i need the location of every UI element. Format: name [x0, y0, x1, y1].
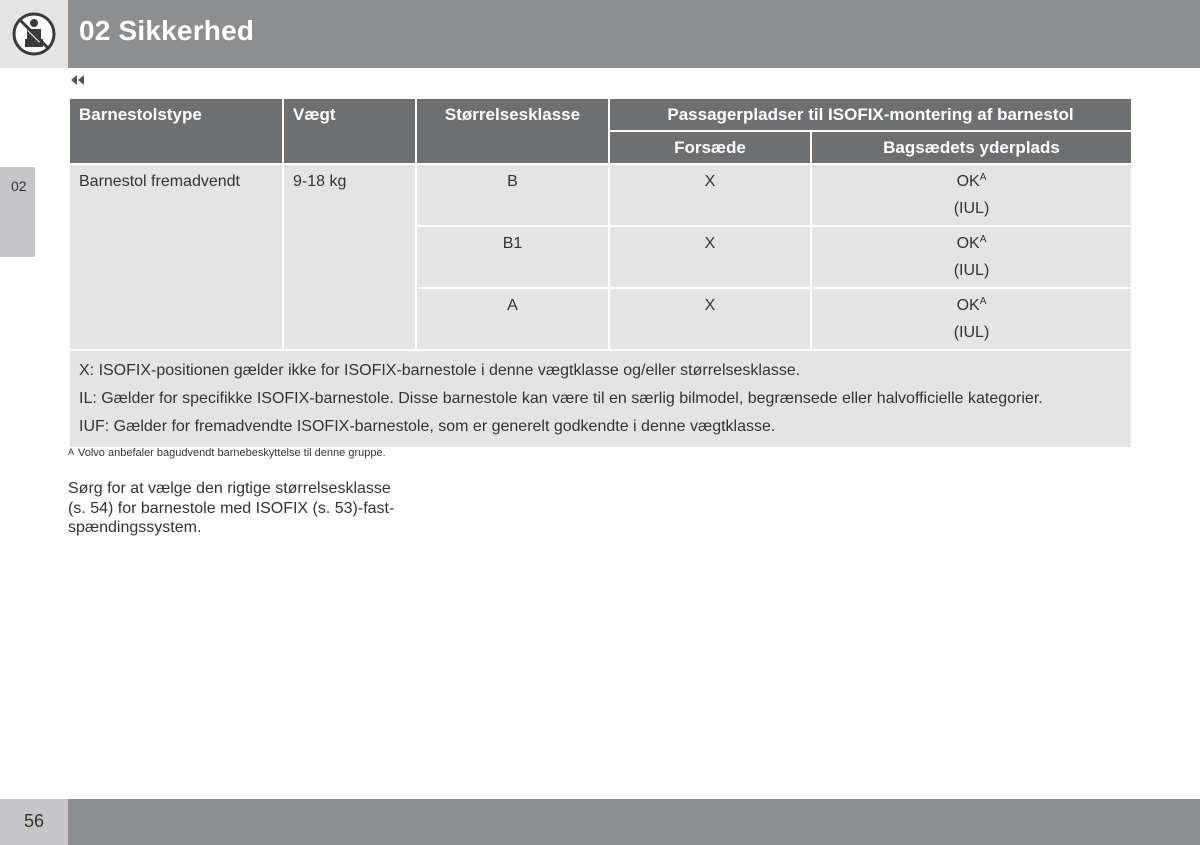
body-paragraph: Sørg for at vælge den rigtige størrelsesklasse (s. 54) for barnestole med ISOFIX (s. 53)-fast-spændingssystem.	[68, 480, 395, 536]
child-seat-type-cell: Barnestol fremadvendt	[69, 164, 283, 350]
rear-ok-value: $OK^A$	[956, 172, 987, 190]
front-seat-cell: X	[609, 288, 811, 350]
size-class-cell: B	[416, 164, 609, 226]
header-front-seat: Forsæde	[609, 131, 811, 164]
footnote-text: Volvo anbefaler bagudvendt barnebeskyttelse til denne gruppe.	[78, 447, 386, 459]
table-footnote	[68, 447, 386, 459]
footer-bar	[68, 799, 1200, 845]
rear-ok-value: $OK^A$	[956, 296, 987, 314]
rear-seat-cell	[811, 226, 1132, 288]
rear-note-value: (IUL)	[953, 200, 990, 217]
header-size-class: Størrelsesklasse	[416, 98, 609, 164]
note-x: X: ISOFIX-positionen gælder ikke for ISOFIX-barnestole i denne vægtklasse og/eller størrelsesklasse.	[79, 362, 801, 379]
rear-seat-cell	[811, 164, 1132, 226]
chapter-tab-label: 02	[11, 178, 27, 194]
legend-notes	[69, 350, 1132, 448]
notes-row	[69, 350, 1132, 448]
front-seat-cell: X	[609, 226, 811, 288]
footnote-mark: A	[68, 447, 75, 457]
double-chevron-left-icon[interactable]	[69, 73, 89, 87]
table-row	[69, 164, 1132, 226]
chapter-tab[interactable]	[0, 167, 35, 257]
rear-note-value: (IUL)	[953, 324, 990, 341]
header-child-seat-type: Barnestolstype	[69, 98, 283, 164]
weight-cell: 9-18 kg	[283, 164, 416, 350]
rear-seat-cell	[811, 288, 1132, 350]
header-passenger-positions: Passagerpladser til ISOFIX-montering af barnestol	[609, 98, 1132, 131]
chapter-icon-box	[0, 0, 68, 68]
note-iuf: IUF: Gælder for fremadvendte ISOFIX-barnestole, som er generelt godkendte i denne vægtklasse.	[79, 418, 776, 435]
header-weight: Vægt	[283, 98, 416, 164]
isofix-table	[68, 97, 1133, 449]
seatbelt-warning-icon	[12, 12, 56, 56]
front-seat-cell: X	[609, 164, 811, 226]
header-rear-outer-seat: Bagsædets yderplads	[811, 131, 1132, 164]
page-title: 02 Sikkerhed	[79, 15, 255, 46]
size-class-cell: A	[416, 288, 609, 350]
header-bar	[68, 0, 1200, 68]
note-il: IL: Gælder for specifikke ISOFIX-barnestole. Disse barnestole kan være til en særlig bilmodel, begrænsede eller halvofficielle kategorier.	[79, 390, 1043, 407]
page-number: 56	[23, 811, 45, 831]
rear-note-value: (IUL)	[953, 262, 990, 279]
page-number-box	[0, 799, 68, 845]
size-class-cell: B1	[416, 226, 609, 288]
rear-ok-value: $OK^A$	[956, 234, 987, 252]
